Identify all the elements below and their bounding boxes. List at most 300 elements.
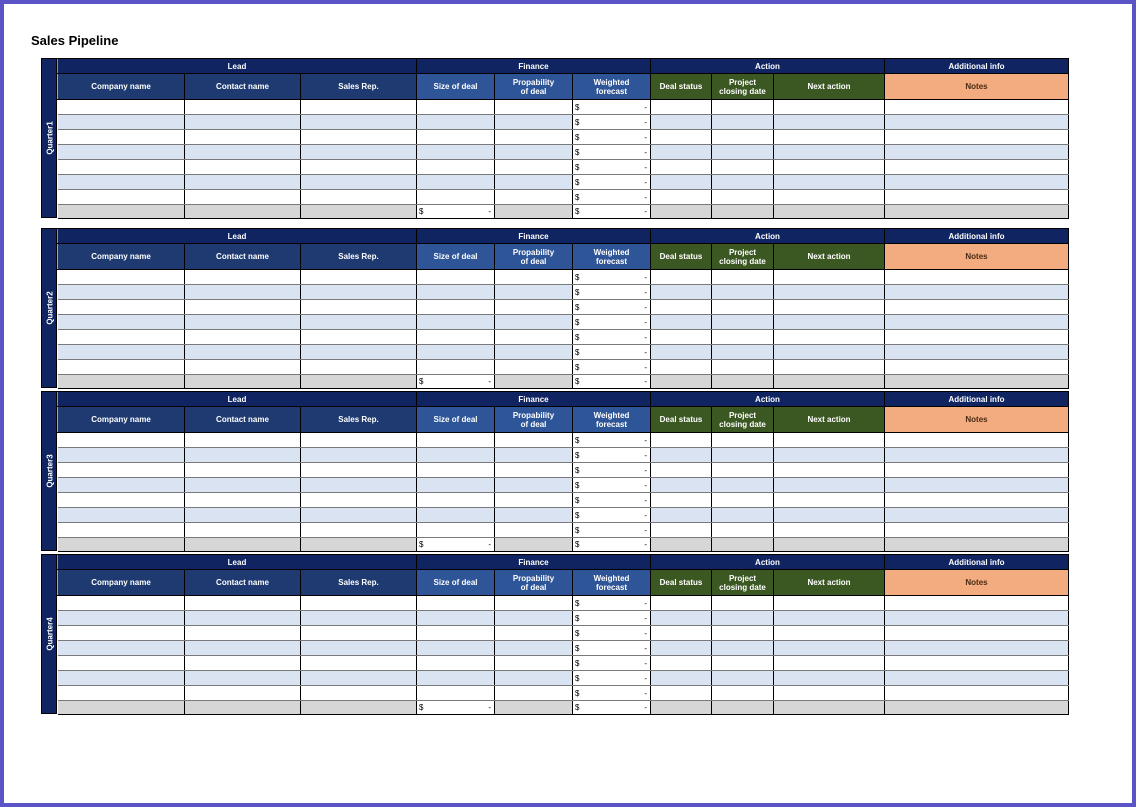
table-cell[interactable] (885, 626, 1069, 641)
table-cell[interactable] (651, 611, 712, 626)
table-cell[interactable] (774, 190, 885, 205)
header-text: Propability (512, 247, 555, 257)
weighted-forecast-cell[interactable] (573, 523, 651, 538)
table-cell[interactable] (885, 175, 1069, 190)
table-cell[interactable] (774, 130, 885, 145)
table-cell[interactable] (712, 463, 774, 478)
table-cell[interactable] (651, 115, 712, 130)
table-cell[interactable] (651, 360, 712, 375)
table-cell[interactable] (495, 686, 573, 701)
table-cell[interactable] (185, 433, 301, 448)
table-cell[interactable] (774, 626, 885, 641)
weighted-forecast-cell[interactable] (573, 686, 651, 701)
table-cell[interactable] (495, 671, 573, 686)
table-cell[interactable] (774, 463, 885, 478)
weighted-forecast-cell[interactable] (573, 175, 651, 190)
table-cell[interactable] (712, 345, 774, 360)
empty-value: - (488, 540, 491, 549)
table-cell[interactable] (885, 270, 1069, 285)
table-cell[interactable] (495, 641, 573, 656)
table-cell[interactable] (58, 270, 185, 285)
table-cell[interactable] (651, 330, 712, 345)
table-cell[interactable] (885, 330, 1069, 345)
weighted-forecast-cell[interactable] (573, 433, 651, 448)
table-cell[interactable] (712, 115, 774, 130)
table-cell[interactable] (885, 508, 1069, 523)
table-cell[interactable] (495, 611, 573, 626)
table-cell[interactable] (495, 270, 573, 285)
table-cell[interactable] (417, 100, 495, 115)
table-cell[interactable] (417, 463, 495, 478)
weighted-forecast-cell[interactable] (573, 330, 651, 345)
total-size-of-deal (417, 701, 495, 715)
weighted-forecast-cell[interactable] (573, 145, 651, 160)
table-cell[interactable] (712, 611, 774, 626)
table-cell[interactable] (885, 671, 1069, 686)
table-cell[interactable] (712, 671, 774, 686)
table-cell[interactable] (651, 596, 712, 611)
table-cell[interactable] (185, 190, 301, 205)
table-cell[interactable] (417, 160, 495, 175)
table-cell[interactable] (774, 315, 885, 330)
table-cell[interactable] (651, 145, 712, 160)
table-cell[interactable] (417, 433, 495, 448)
table-cell[interactable] (185, 611, 301, 626)
table-cell[interactable] (417, 345, 495, 360)
table-cell[interactable] (495, 523, 573, 538)
table-cell[interactable] (774, 433, 885, 448)
table-cell[interactable] (495, 596, 573, 611)
table-cell[interactable] (495, 626, 573, 641)
table-cell[interactable] (651, 315, 712, 330)
table-cell[interactable] (651, 175, 712, 190)
table-cell[interactable] (185, 360, 301, 375)
table-cell[interactable] (417, 270, 495, 285)
table-cell[interactable] (651, 270, 712, 285)
table-cell[interactable] (185, 285, 301, 300)
table-cell[interactable] (417, 611, 495, 626)
table-cell[interactable] (885, 145, 1069, 160)
table-cell[interactable] (495, 493, 573, 508)
table-cell[interactable] (774, 300, 885, 315)
table-cell[interactable] (712, 596, 774, 611)
table-cell[interactable] (885, 100, 1069, 115)
table-cell[interactable] (58, 478, 185, 493)
table-cell[interactable] (774, 671, 885, 686)
table-cell[interactable] (58, 641, 185, 656)
weighted-forecast-cell[interactable] (573, 270, 651, 285)
table-cell[interactable] (651, 508, 712, 523)
table-cell[interactable] (185, 160, 301, 175)
table-cell[interactable] (495, 448, 573, 463)
table-cell[interactable] (417, 115, 495, 130)
table-cell[interactable] (774, 145, 885, 160)
table-cell[interactable] (774, 175, 885, 190)
table-cell[interactable] (185, 330, 301, 345)
table-cell[interactable] (301, 671, 417, 686)
table-cell[interactable] (301, 463, 417, 478)
table-cell[interactable] (301, 285, 417, 300)
table-cell[interactable] (301, 300, 417, 315)
table-cell[interactable] (301, 596, 417, 611)
table-cell[interactable] (301, 686, 417, 701)
table-cell[interactable] (301, 270, 417, 285)
table-cell[interactable] (185, 130, 301, 145)
table-cell[interactable] (495, 300, 573, 315)
table-cell[interactable] (58, 100, 185, 115)
table-cell[interactable] (58, 626, 185, 641)
table-cell[interactable] (495, 100, 573, 115)
table-cell[interactable] (712, 433, 774, 448)
table-cell[interactable] (417, 285, 495, 300)
table-cell[interactable] (885, 300, 1069, 315)
table-cell[interactable] (58, 611, 185, 626)
table-cell[interactable] (885, 448, 1069, 463)
table-cell[interactable] (301, 330, 417, 345)
table-cell[interactable] (495, 478, 573, 493)
weighted-forecast-cell[interactable] (573, 611, 651, 626)
weighted-forecast-cell[interactable] (573, 360, 651, 375)
weighted-forecast-cell[interactable] (573, 285, 651, 300)
table-cell[interactable] (58, 315, 185, 330)
header-text: Project (728, 77, 757, 87)
empty-value: - (644, 132, 647, 142)
table-cell[interactable] (774, 330, 885, 345)
table-cell[interactable] (774, 448, 885, 463)
table-cell[interactable] (885, 360, 1069, 375)
table-cell[interactable] (301, 115, 417, 130)
table-cell[interactable] (495, 145, 573, 160)
table-cell[interactable] (651, 493, 712, 508)
table-cell[interactable] (712, 656, 774, 671)
table-cell[interactable] (495, 190, 573, 205)
table-cell[interactable] (651, 130, 712, 145)
table-cell[interactable] (774, 493, 885, 508)
table-cell[interactable] (58, 300, 185, 315)
table-cell[interactable] (58, 448, 185, 463)
table-cell[interactable] (651, 285, 712, 300)
table-cell[interactable] (58, 686, 185, 701)
table-cell[interactable] (417, 448, 495, 463)
table-cell[interactable] (774, 115, 885, 130)
table-cell[interactable] (774, 656, 885, 671)
table-cell[interactable] (885, 190, 1069, 205)
total-cell (301, 205, 417, 219)
table-cell[interactable] (58, 330, 185, 345)
table-cell[interactable] (417, 190, 495, 205)
table-cell[interactable] (712, 493, 774, 508)
table-cell[interactable] (885, 463, 1069, 478)
weighted-forecast-cell[interactable] (573, 656, 651, 671)
table-cell[interactable] (58, 433, 185, 448)
table-cell[interactable] (417, 596, 495, 611)
table-cell[interactable] (774, 360, 885, 375)
table-cell[interactable] (712, 641, 774, 656)
table-cell[interactable] (185, 493, 301, 508)
table-cell[interactable] (774, 523, 885, 538)
table-cell[interactable] (417, 656, 495, 671)
table-cell[interactable] (495, 175, 573, 190)
table-cell[interactable] (712, 300, 774, 315)
total-cell (712, 205, 774, 219)
table-cell[interactable] (885, 611, 1069, 626)
table-cell[interactable] (712, 145, 774, 160)
table-cell[interactable] (885, 523, 1069, 538)
table-cell[interactable] (58, 493, 185, 508)
table-cell[interactable] (58, 508, 185, 523)
table-cell[interactable] (301, 626, 417, 641)
table-cell[interactable] (651, 686, 712, 701)
table-cell[interactable] (185, 626, 301, 641)
table-cell[interactable] (495, 360, 573, 375)
table-cell[interactable] (712, 448, 774, 463)
table-cell[interactable] (58, 115, 185, 130)
table-cell[interactable] (58, 345, 185, 360)
table-cell[interactable] (495, 315, 573, 330)
weighted-forecast-cell[interactable] (573, 160, 651, 175)
table-cell[interactable] (301, 523, 417, 538)
table-cell[interactable] (651, 523, 712, 538)
weighted-forecast-cell[interactable] (573, 626, 651, 641)
empty-value: - (644, 525, 647, 535)
table-cell[interactable] (417, 671, 495, 686)
table-cell[interactable] (885, 478, 1069, 493)
table-cell[interactable] (185, 345, 301, 360)
table-cell[interactable] (185, 115, 301, 130)
weighted-forecast-cell[interactable] (573, 596, 651, 611)
table-cell[interactable] (651, 656, 712, 671)
table-cell[interactable] (301, 493, 417, 508)
weighted-forecast-cell[interactable] (573, 463, 651, 478)
table-cell[interactable] (301, 130, 417, 145)
table-cell[interactable] (417, 523, 495, 538)
header-text: closing date (719, 86, 766, 96)
table-cell[interactable] (58, 145, 185, 160)
table-cell[interactable] (885, 160, 1069, 175)
table-cell[interactable] (185, 175, 301, 190)
table-cell[interactable] (417, 478, 495, 493)
table-cell[interactable] (885, 115, 1069, 130)
weighted-forecast-cell[interactable] (573, 115, 651, 130)
table-cell[interactable] (58, 463, 185, 478)
table-cell[interactable] (774, 160, 885, 175)
table-cell[interactable] (301, 448, 417, 463)
table-cell[interactable] (417, 145, 495, 160)
table-cell[interactable] (651, 345, 712, 360)
empty-value: - (644, 207, 647, 216)
weighted-forecast-cell[interactable] (573, 641, 651, 656)
table-cell[interactable] (417, 686, 495, 701)
table-cell[interactable] (417, 360, 495, 375)
header-text: Size of deal (433, 415, 478, 424)
table-cell[interactable] (712, 686, 774, 701)
table-cell[interactable] (495, 130, 573, 145)
table-cell[interactable] (712, 523, 774, 538)
weighted-forecast-cell[interactable] (573, 130, 651, 145)
table-cell[interactable] (301, 641, 417, 656)
weighted-forecast-cell[interactable] (573, 671, 651, 686)
table-cell[interactable] (885, 285, 1069, 300)
table-cell[interactable] (417, 626, 495, 641)
table-cell[interactable] (301, 433, 417, 448)
table-cell[interactable] (185, 270, 301, 285)
table-cell[interactable] (651, 478, 712, 493)
table-cell[interactable] (417, 508, 495, 523)
table-cell[interactable] (712, 160, 774, 175)
table-cell[interactable] (185, 671, 301, 686)
weighted-forecast-cell[interactable] (573, 100, 651, 115)
table-cell[interactable] (185, 300, 301, 315)
table-cell[interactable] (185, 100, 301, 115)
table-cell[interactable] (885, 130, 1069, 145)
table-cell[interactable] (417, 175, 495, 190)
table-cell[interactable] (185, 596, 301, 611)
table-cell[interactable] (495, 433, 573, 448)
table-cell[interactable] (712, 508, 774, 523)
weighted-forecast-cell[interactable] (573, 478, 651, 493)
table-cell[interactable] (651, 448, 712, 463)
table-cell[interactable] (712, 130, 774, 145)
table-cell[interactable] (185, 478, 301, 493)
table-cell[interactable] (651, 160, 712, 175)
table-cell[interactable] (712, 175, 774, 190)
table-cell[interactable] (495, 656, 573, 671)
table-cell[interactable] (885, 596, 1069, 611)
table-cell[interactable] (712, 478, 774, 493)
table-cell[interactable] (885, 686, 1069, 701)
weighted-forecast-cell[interactable] (573, 190, 651, 205)
total-cell (301, 375, 417, 389)
table-cell[interactable] (774, 345, 885, 360)
table-cell[interactable] (58, 596, 185, 611)
table-cell[interactable] (301, 611, 417, 626)
header-text: Project (728, 247, 757, 257)
weighted-forecast-cell[interactable] (573, 508, 651, 523)
table-cell[interactable] (651, 463, 712, 478)
table-cell[interactable] (651, 190, 712, 205)
pipeline-table (57, 391, 1069, 552)
table-cell[interactable] (58, 160, 185, 175)
table-cell[interactable] (301, 656, 417, 671)
next-action-header (774, 570, 885, 596)
table-cell[interactable] (495, 285, 573, 300)
table-cell[interactable] (185, 448, 301, 463)
table-cell[interactable] (712, 626, 774, 641)
table-cell[interactable] (774, 478, 885, 493)
table-cell[interactable] (774, 611, 885, 626)
table-cell[interactable] (774, 285, 885, 300)
table-cell[interactable] (651, 641, 712, 656)
table-cell[interactable] (417, 330, 495, 345)
probability-header (495, 407, 573, 433)
table-cell[interactable] (885, 315, 1069, 330)
table-cell[interactable] (651, 100, 712, 115)
table-cell[interactable] (301, 360, 417, 375)
table-cell[interactable] (417, 300, 495, 315)
table-cell[interactable] (301, 160, 417, 175)
table-cell[interactable] (712, 100, 774, 115)
table-cell[interactable] (185, 315, 301, 330)
table-cell[interactable] (774, 508, 885, 523)
table-cell[interactable] (301, 478, 417, 493)
table-cell[interactable] (185, 641, 301, 656)
currency-symbol: $ (575, 480, 580, 490)
table-cell[interactable] (417, 130, 495, 145)
table-cell[interactable] (651, 433, 712, 448)
table-cell[interactable] (885, 493, 1069, 508)
table-cell[interactable] (58, 360, 185, 375)
weighted-forecast-cell[interactable] (573, 300, 651, 315)
table-cell[interactable] (712, 330, 774, 345)
table-cell[interactable] (58, 671, 185, 686)
table-cell[interactable] (712, 270, 774, 285)
table-cell[interactable] (301, 508, 417, 523)
table-cell[interactable] (774, 641, 885, 656)
table-cell[interactable] (495, 160, 573, 175)
table-cell[interactable] (774, 270, 885, 285)
table-cell[interactable] (185, 145, 301, 160)
table-cell[interactable] (185, 508, 301, 523)
table-cell[interactable] (885, 433, 1069, 448)
table-cell[interactable] (58, 190, 185, 205)
weighted-forecast-cell[interactable] (573, 448, 651, 463)
weighted-forecast-cell[interactable] (573, 315, 651, 330)
table-cell[interactable] (885, 656, 1069, 671)
table-cell[interactable] (185, 463, 301, 478)
table-cell[interactable] (301, 175, 417, 190)
weighted-forecast-cell[interactable] (573, 345, 651, 360)
table-cell[interactable] (301, 145, 417, 160)
table-cell[interactable] (58, 523, 185, 538)
table-cell[interactable] (495, 463, 573, 478)
next-action-header (774, 244, 885, 270)
table-cell[interactable] (58, 285, 185, 300)
weighted-forecast-cell[interactable] (573, 493, 651, 508)
table-cell[interactable] (301, 190, 417, 205)
table-cell[interactable] (774, 596, 885, 611)
table-cell[interactable] (885, 345, 1069, 360)
table-cell[interactable] (58, 175, 185, 190)
table-cell[interactable] (417, 493, 495, 508)
table-cell[interactable] (301, 100, 417, 115)
table-cell[interactable] (495, 330, 573, 345)
table-cell[interactable] (712, 360, 774, 375)
weighted-forecast-header (573, 244, 651, 270)
table-cell[interactable] (712, 315, 774, 330)
table-cell[interactable] (417, 315, 495, 330)
table-cell[interactable] (774, 686, 885, 701)
table-cell[interactable] (58, 656, 185, 671)
table-cell[interactable] (712, 285, 774, 300)
table-cell[interactable] (712, 190, 774, 205)
table-cell[interactable] (495, 508, 573, 523)
table-cell[interactable] (185, 656, 301, 671)
table-cell[interactable] (301, 315, 417, 330)
table-cell[interactable] (58, 130, 185, 145)
header-text: Contact name (216, 252, 269, 261)
table-cell[interactable] (774, 100, 885, 115)
table-cell[interactable] (495, 115, 573, 130)
table-cell[interactable] (651, 300, 712, 315)
table-cell[interactable] (301, 345, 417, 360)
table-cell[interactable] (885, 641, 1069, 656)
table-cell[interactable] (651, 626, 712, 641)
table-cell[interactable] (651, 671, 712, 686)
table-cell[interactable] (495, 345, 573, 360)
table-cell[interactable] (185, 686, 301, 701)
table-cell[interactable] (185, 523, 301, 538)
table-cell[interactable] (417, 641, 495, 656)
